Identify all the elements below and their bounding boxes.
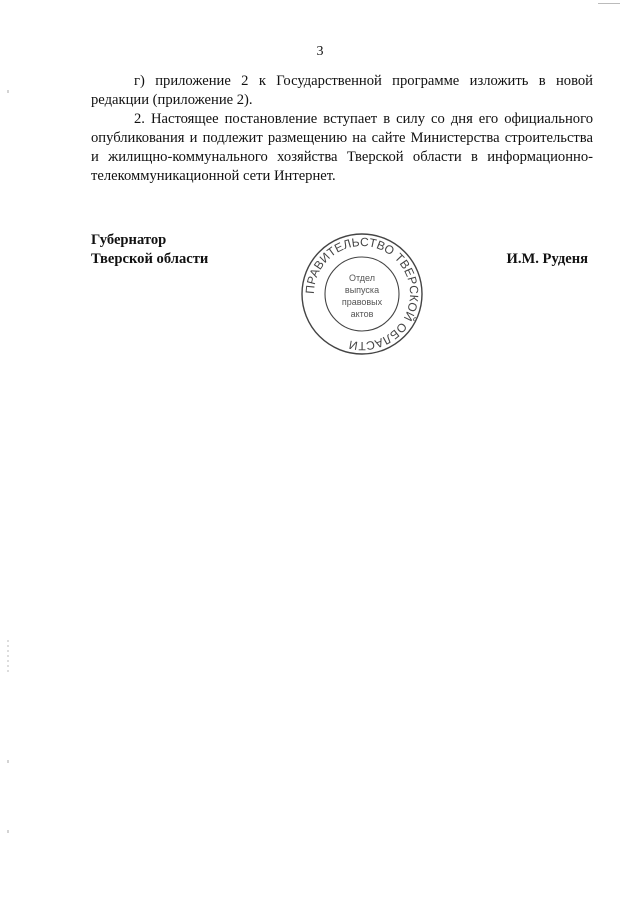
- scan-margin-marks: [6, 0, 10, 905]
- stamp-inner-line-3: правовых: [341, 297, 383, 307]
- signatory-position: [91, 231, 208, 269]
- stamp-inner-line-1: Отдел: [348, 273, 376, 283]
- signatory-name: И.М. Руденя: [506, 251, 588, 267]
- document-body: [91, 72, 593, 186]
- scan-corner-mark: [598, 3, 620, 4]
- stamp-inner-line-2: выпуска: [344, 285, 380, 295]
- signatory-position-line1: Губернатор: [91, 232, 167, 248]
- official-stamp: [300, 232, 424, 356]
- paragraph-item-g: г) приложение 2 к Государственной программе изложить в новой редакции (приложение 2).: [91, 73, 593, 108]
- stamp-inner-line-4: актов: [350, 309, 374, 319]
- page-number: 3: [316, 44, 324, 59]
- signatory-position-line2: Тверской области: [91, 251, 209, 267]
- stamp-ring-text: ПРАВИТЕЛЬСТВО ТВЕРСКОЙ ОБЛАСТИ: [302, 234, 422, 354]
- paragraph-item-2: 2. Настоящее постановление вступает в силу со дня его официального опубликования и подлежит размещению на сайте Министерства строительства и жилищно-коммунального хозяйства Тверской области в информационно-телекоммуникационной сети Интернет.: [91, 111, 593, 184]
